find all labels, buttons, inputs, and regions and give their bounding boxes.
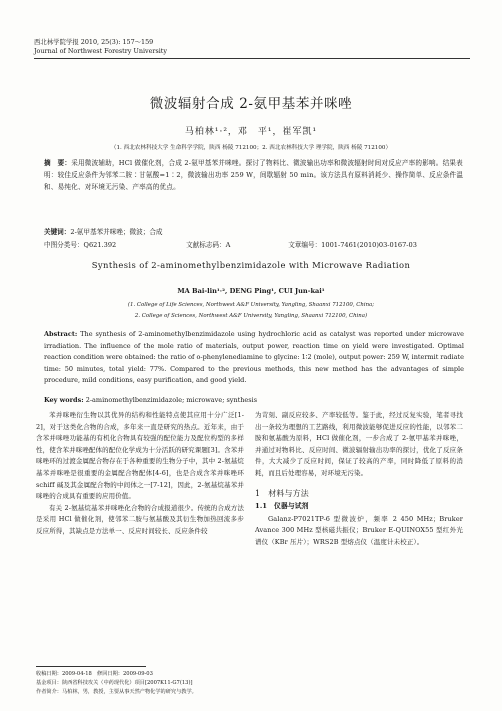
english-keywords-label: Key words: (44, 396, 84, 404)
subsection-heading: 1.1 仪器与试剂 (255, 502, 309, 511)
english-keywords-text: 2-aminomethylbenzimidazole; microwave; synthesis (83, 396, 258, 404)
journal-citation: 西北林学院学报 2010, 25(3): 157～159 (34, 38, 154, 46)
right-column (255, 410, 463, 549)
english-affiliation-1: (1. College of Life Sciences, Northwest A&F University, Yangling, Shaanxi 712100, China; (127, 302, 375, 308)
keywords-cn (44, 226, 163, 236)
affiliation-cn: （1. 西北农林科技大学 生命科学学院，陕西 杨陵 712100；2. 西北农林科技大学 理学院，陕西 杨陵 712100） (110, 145, 392, 151)
footnote-funding: 基金项目：陕西省科技攻关（中药现代化）项目[2007K11-G7(13)] (36, 680, 193, 687)
footnote-rule (36, 666, 146, 667)
body-paragraph: 苯并咪唑衍生物以其优异的结构和性能特点使其应用十分广泛[1-2]，对于这类化合物的合成，多年来一直是研究的热点。近年来，由于含苯并咪唑功能基的有机化合物具有较强的配位能力及配位构型的多样性，使含苯并咪唑配体的配位化学成为十分活跃的研究课题[3]。含苯并咪唑环的过渡金属配合物存在于各种重要的生物分子中，其中 2-氨基烷基苯并咪唑是很重要的金属配合物配体[4-6]，也是合成含苯并咪唑环 schiff 碱及其金属配合物的中间体之一[7-12]，因此，2-氨基烷基苯并咪唑的合成具有重要的应用价值。 (36, 411, 244, 501)
footnote-dates: 收稿日期：2009-04-18 修回日期：2009-09-03 (36, 671, 153, 677)
english-authors: MA Bai-lin¹·², DENG Ping¹, CUI Jun-kai¹ (177, 287, 325, 295)
author-list: 马柏林¹·²，邓 平¹，崔军凯¹ (184, 127, 318, 137)
section-heading: 1 材料与方法 (255, 488, 309, 498)
english-abstract-text: The synthesis of 2-aminomethylbenzimidazole using hydrochloric acid as catalyst was reported under microwave irradiation. The influence of the mole ratio of materials, output power, reaction time on yield were investigated. Optimal reaction condition were obtained: the ratio of o-phenylenediamine to glycine: 1∶2 (mole), output power: 259 W, intermit radiate time: 50 minutes, total yield: 77%. Compared to the previous methods, this new method has the advantages of simple procedure, mild conditions, easy purification, and good yield. (44, 330, 464, 385)
article-number: 文章编号：1001-7461(2010)03-0167-03 (288, 241, 417, 249)
english-abstract-label: Abstract: (44, 330, 78, 338)
english-abstract (44, 329, 464, 387)
footnote-author-bio: 作者简介：马柏林，男，教授，主要从事天然产物化学的研究与教学。 (36, 689, 197, 696)
keywords-cn-label: 关键词： (44, 228, 71, 236)
body-paragraph: Galanz-P7021TP-6 型微波炉，频率 2 450 MHz；Bruker Avance 300 MHz 型核磁共振仪；Bruker E-QUINOX55 型红外光谱仪（KBr 压片）；WRS2B 型熔点仪（温度计未校正）。 (255, 514, 463, 546)
journal-name-en: Journal of Northwest Forestry University (34, 46, 167, 55)
journal-header (34, 38, 167, 55)
body-paragraph: 为苛刻、副反应较多、产率较低等。鉴于此，经过反复实验，笔者寻找出一条较为理想的工艺路线，利用微波能够促进反应的性能，以邻苯二胺和氨基酸为原料，HCl 做催化剂，一步合成了 2-氨甲基苯并咪唑，并通过对物料比、反应时间、微波辐射输出功率的探讨，优化了反应条件，大大减少了反应时间，保证了较高的产率，同时降低了原料的消耗，而且后处理容易，对环境无污染。 (255, 411, 463, 477)
abstract-cn (44, 158, 464, 193)
footnote (36, 670, 466, 698)
paper-title: 微波辐射合成 2-氨甲基苯并咪唑 (149, 96, 353, 112)
keywords-cn-text: 2-氨甲基苯并咪唑；微波；合成 (70, 228, 163, 236)
classification-row (44, 239, 464, 249)
abstract-cn-label: 摘 要： (44, 159, 72, 167)
clc-number: 中图分类号：Q621.392 (44, 241, 117, 249)
english-affiliation-2: 2. College of Sciences, Northwest A&F University, Yangling, Shaanxi 712100, China) (134, 313, 368, 319)
document-code: 文献标志码：A (186, 241, 231, 249)
english-keywords (44, 396, 464, 404)
left-column (36, 410, 244, 538)
header-rule (34, 58, 470, 59)
abstract-cn-text: 采用微波辅助，HCl 做催化剂，合成 2-氨甲基苯并咪唑。探讨了物料比、微波输出功率和微波辐射时间对反应产率的影响。结果表明：较佳反应条件为邻苯二胺∶甘氨酸=1∶2，微波输出功率 259 W，间歇辐射 50 min。该方法具有原料消耗少、操作简单、反应条件温和、易纯化、对环境无污染、产率高的优点。 (44, 159, 464, 191)
english-title: Synthesis of 2-aminomethylbenzimidazole with Microwave Radiation (91, 260, 411, 270)
body-paragraph: 有关 2-氨基烷基苯并咪唑化合物的合成报道很少。传统的合成方法是采用 HCl 做催化剂，使邻苯二胺与氨基酸及其衍生物加热回流多步反应所得，其缺点是方法单一、反应时间较长、反应条件较 (36, 503, 244, 535)
